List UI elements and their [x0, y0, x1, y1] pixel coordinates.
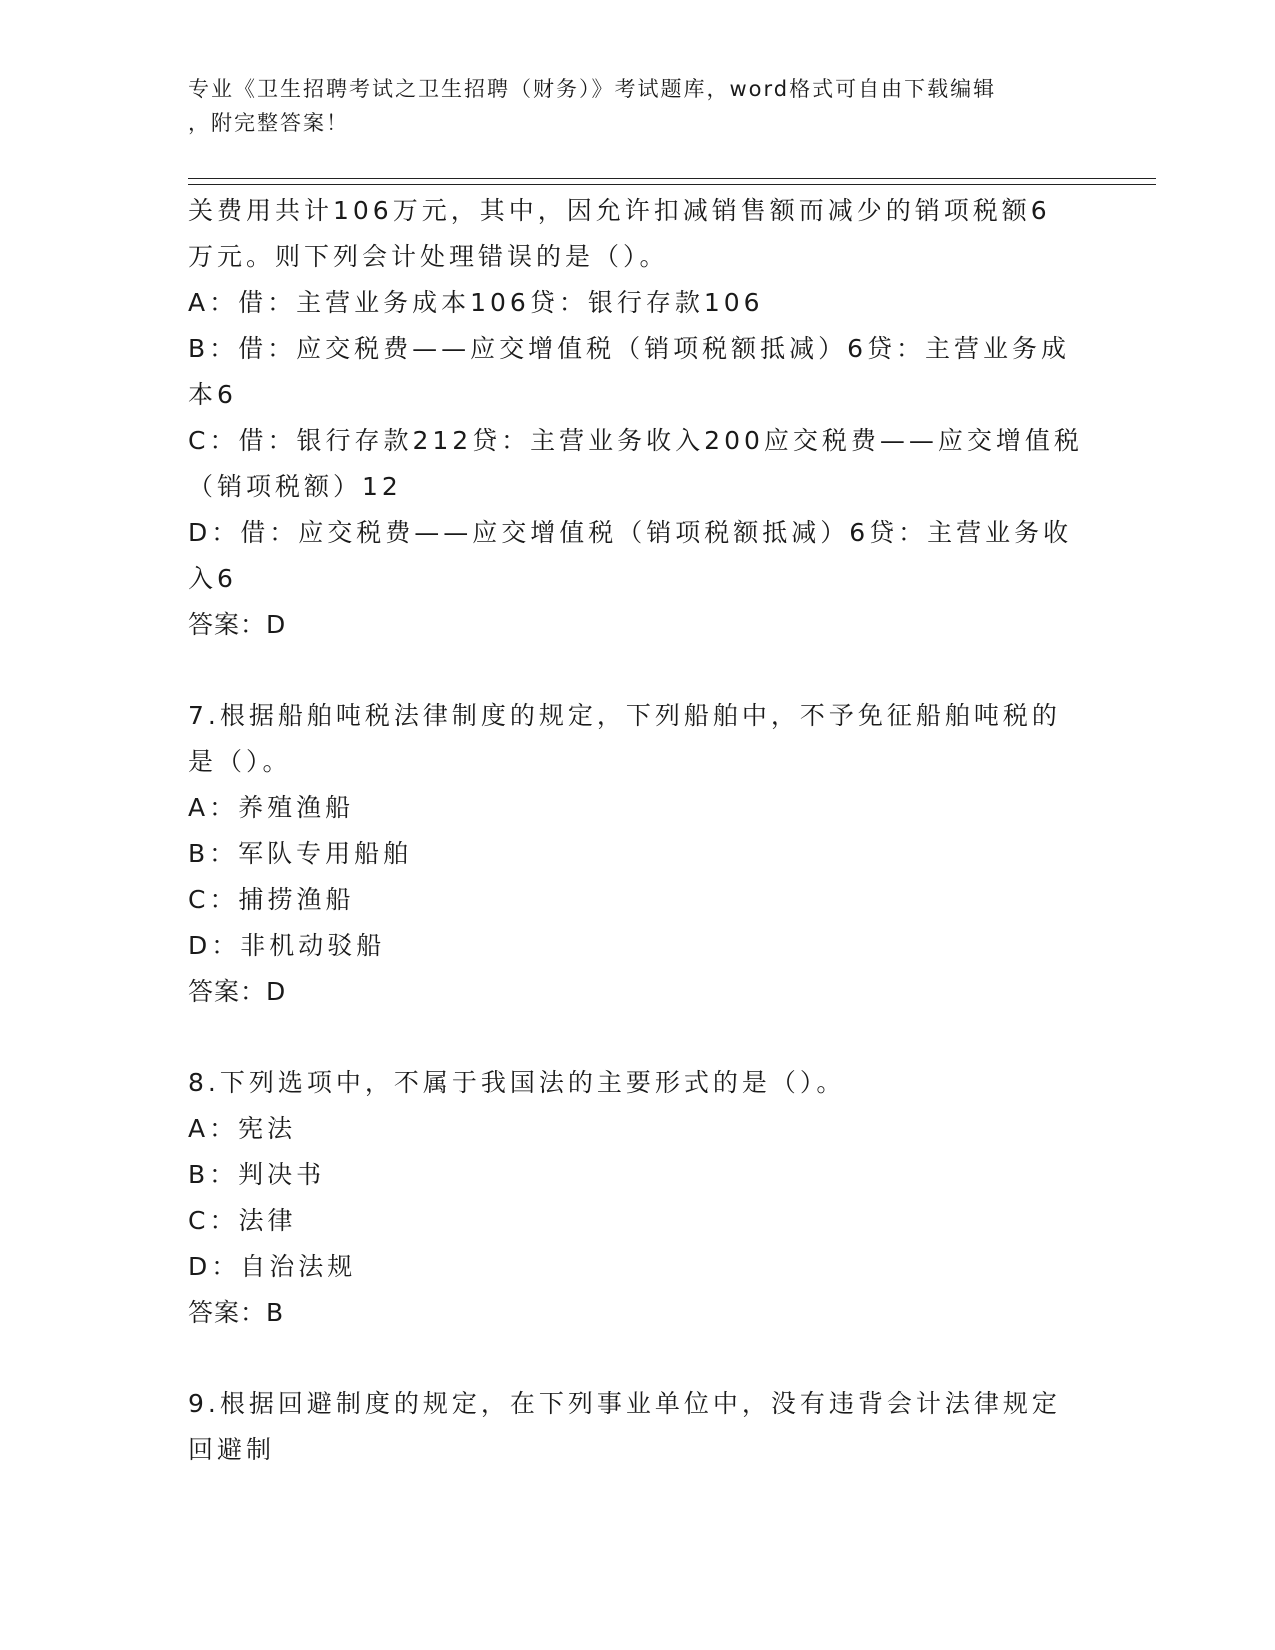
option-b: B：借：应交税费——应交增值税（销项税额抵减）6贷：主营业务成 — [188, 334, 1071, 363]
option-c: C：法律 — [188, 1206, 297, 1235]
question-9 — [188, 1381, 1088, 1473]
question-6 — [188, 188, 1088, 648]
spacer — [188, 1015, 1088, 1060]
option-c: C：捕捞渔船 — [188, 885, 355, 914]
option-b: B：军队专用船舶 — [188, 839, 413, 868]
question-list — [188, 188, 1088, 1473]
header-divider-top — [188, 178, 1156, 179]
question-text: 关费用共计106万元，其中，因允许扣减销售额而减少的销项税额6 — [188, 196, 1051, 225]
option-b: B：判决书 — [188, 1160, 326, 1189]
option-b-continued: 本6 — [188, 380, 237, 409]
option-d: D：非机动驳船 — [188, 931, 386, 960]
option-c-continued: （销项税额）12 — [188, 472, 402, 501]
header-divider-bottom — [188, 184, 1156, 185]
option-a: A：宪法 — [188, 1114, 297, 1143]
question-text: 是（）。 — [188, 747, 292, 776]
document-header — [188, 72, 1088, 140]
question-8 — [188, 1060, 1088, 1336]
option-a: A：借：主营业务成本106贷：银行存款106 — [188, 288, 764, 317]
answer: 答案：D — [188, 977, 287, 1006]
question-text: 回避制 — [188, 1435, 276, 1464]
option-a: A：养殖渔船 — [188, 793, 355, 822]
option-d-continued: 入6 — [188, 564, 237, 593]
option-d: D：借：应交税费——应交增值税（销项税额抵减）6贷：主营业务收 — [188, 518, 1073, 547]
option-d: D：自治法规 — [188, 1252, 357, 1281]
question-7 — [188, 693, 1088, 1015]
option-c: C：借：银行存款212贷：主营业务收入200应交税费——应交增值税 — [188, 426, 1083, 455]
answer: 答案：B — [188, 1298, 285, 1327]
question-text: 万元。则下列会计处理错误的是（）。 — [188, 242, 669, 271]
header-line-2: ，附完整答案！ — [188, 111, 349, 135]
spacer — [188, 1336, 1088, 1381]
header-line-1: 专业《卫生招聘考试之卫生招聘（财务）》考试题库，word格式可自由下载编辑 — [188, 77, 997, 101]
spacer — [188, 648, 1088, 693]
question-text: 7.根据船舶吨税法律制度的规定，下列船舶中，不予免征船舶吨税的 — [188, 701, 1061, 730]
question-text: 9.根据回避制度的规定，在下列事业单位中，没有违背会计法律规定 — [188, 1389, 1061, 1418]
answer: 答案：D — [188, 610, 287, 639]
question-text: 8.下列选项中，不属于我国法的主要形式的是（）。 — [188, 1068, 846, 1097]
